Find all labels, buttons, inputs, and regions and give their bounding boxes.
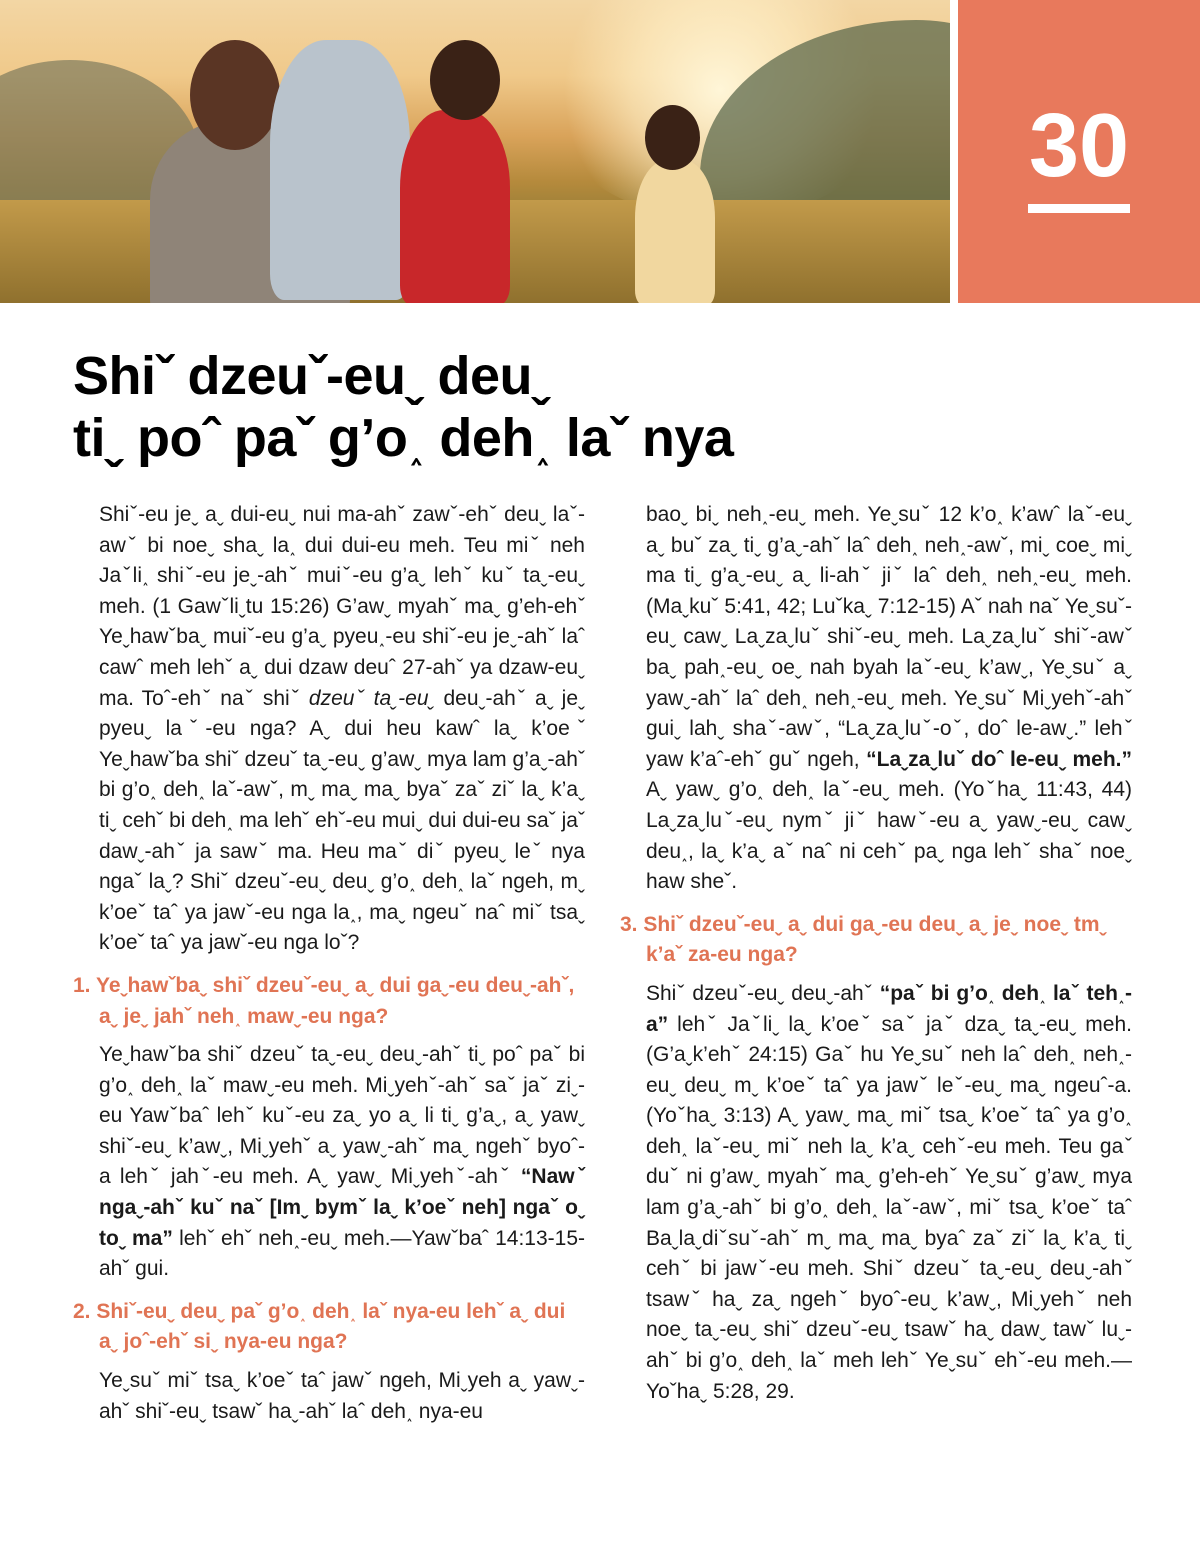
right-column xyxy=(620,500,1132,1413)
body-paragraph xyxy=(99,1366,585,1427)
girl-figure xyxy=(635,160,715,303)
question-heading: 1. Yeˬhawˇbaˬ shiˇ dzeuˇ-euˬ aˬ dui gaˬ-eu deuˬ-ahˇ, aˬ jeˬ jahˇ neh˰ mawˬ-eu nga? xyxy=(73,973,575,1028)
header-photo-family-in-field xyxy=(0,0,950,303)
text-run: Aˬ yawˬ g’o˰ deh˰ laˇ-euˬ meh. (Yoˇhaˬ 11:43, 44) Laˬzaˬluˇ-euˬ nymˇ jiˇ hawˇ-eu aˬ yawˬ-euˬ cawˬ deu˰, laˬ k’aˬ aˇ naˆ ni cehˇ paˬ nga lehˇ shaˇ noeˬ haw sheˇ. xyxy=(646,778,1132,894)
bold-text: “Nawˇ ngaˬ-ahˇ kuˇ naˇ [Imˬ bymˇ laˬ k’oeˇ neh] ngaˇ oˬ toˬ ma” xyxy=(99,1165,585,1250)
body-paragraph xyxy=(99,1040,585,1285)
text-run: Yeˬsuˇ miˇ tsaˬ k’oeˇ taˆ jawˇ ngeh, Miˬyeh aˬ yawˬ-ahˇ shiˇ-euˬ tsawˇ haˬ-ahˇ laˆ deh˰ nya-eu xyxy=(99,1369,585,1423)
mother-head xyxy=(430,40,500,120)
text-run: Shiˇ dzeuˇ-euˬ deuˬ-ahˇ xyxy=(646,981,880,1005)
girl-head xyxy=(645,105,700,170)
lesson-number-block xyxy=(958,0,1200,303)
father-head xyxy=(190,40,280,150)
body-paragraph xyxy=(99,500,585,959)
question-heading: 2. Shiˇ-euˬ deuˬ paˇ g’o˰ deh˰ laˇ nya-eu lehˇ aˬ dui aˬ joˆ-ehˇ siˬ nya-eu nga? xyxy=(73,1299,566,1354)
italic-text: dzeuˇ taˬ-euˬ xyxy=(308,686,436,710)
text-run: deuˬ-ahˇ aˬ jeˬ pyeuˬ laˇ-eu nga? Aˬ dui heu kawˆ laˬ k’oeˇ Yeˬhawˇba shiˇ dzeuˇ taˬ-euˬ g’awˬ mya lam g’aˬ-ahˇ bi g’o˰ deh˰ laˇ-awˇ, mˬ maˬ maˬ byaˇ zaˇ ziˇ laˬ k’aˬ tiˬ cehˇ bi deh˰ ma lehˇ ehˇ-eu muiˬ dui dui-eu saˇ jaˇ dawˬ-ahˇ ja sawˇ ma. Heu maˇ diˇ pyeuˬ leˇ nya ngaˇ laˬ? Shiˇ dzeuˇ-euˬ deuˬ g’o˰ deh˰ laˇ ngeh, mˬ k’oeˇ taˆ ya jawˇ-eu nga la˰, maˬ ngeuˇ naˆ miˇ tsaˬ k’oeˇ taˆ ya jawˇ-eu nga loˇ? xyxy=(99,686,586,955)
text-run: Shiˇ-eu jeˬ aˬ dui-euˬ nui ma-ahˇ zawˇ-ehˇ deuˬ laˇ-awˇ bi noeˬ shaˬ la˰ dui dui-eu meh. Teu miˇ neh Jaˇli˰ shiˇ-eu jeˬ-ahˇ muiˇ-eu g’aˬ lehˇ kuˇ taˬ-euˬ meh. (1 Gawˇliˬtu 15:26) G’awˬ myahˇ maˬ g’eh-ehˇ Yeˬhawˇbaˬ muiˇ-eu g’aˬ pyeu˰-eu shiˇ-eu jeˬ-ahˇ laˆ cawˆ meh lehˇ aˬ dui dzaw deuˆ 27-ahˇ ya dzaw-euˬ ma. Toˆ-ehˇ naˇ shiˇ xyxy=(99,503,585,710)
lesson-number-underline xyxy=(1028,204,1130,213)
text-run: lehˇ Jaˇliˬ laˬ k’oeˇ saˇ jaˇ dzaˬ taˬ-euˬ meh. (G’aˬk’ehˇ 24:15) Gaˇ hu Yeˬsuˇ neh laˆ deh˰ neh˰-euˬ deuˬ mˬ k’oeˇ taˆ ya jawˇ leˇ-euˬ maˬ ngeuˆ-a. (Yoˇhaˬ 3:13) Aˬ yawˬ maˬ miˇ tsaˬ k’oeˇ taˆ ya g’o˰ deh˰ laˇ-euˬ miˇ neh laˬ k’aˬ cehˇ-eu meh. Teu gaˇ duˇ ni g’awˬ myahˇ maˬ g’eh-ehˇ Yeˬsuˇ g’awˬ mya lam g’aˬ-ahˇ bi g’o˰ deh˰ laˇ-awˇ, miˇ tsaˬ k’oeˇ taˆ Baˬlaˬdiˇsuˇ-ahˇ mˬ maˬ maˬ byaˆ zaˇ ziˇ laˬ k’aˬ tiˬ cehˇ bi jawˇ-eu meh. Shiˇ dzeuˇ taˬ-euˬ deuˬ-ahˇ tsawˇ haˬ zaˬ ngehˇ byoˆ-euˬ k’awˬ, Miˬyehˇ neh noeˬ taˬ-euˬ shiˇ dzeuˇ-euˬ tsawˇ haˬ dawˬ tawˇ luˬ-ahˇ bi g’o˰ deh˰ laˇ meh lehˇ Yeˬsuˇ ehˇ-eu meh.—Yoˇhaˬ 5:28, 29. xyxy=(646,1012,1132,1403)
title-line-1: Shiˇ dzeuˇ-euˬ deuˬ xyxy=(73,346,550,406)
lesson-number: 30 xyxy=(1028,96,1130,196)
text-run: lehˇ ehˇ neh˰-euˬ meh.—Yawˇbaˆ 14:13-15-ahˇ gui. xyxy=(99,1226,586,1281)
bold-text: “Laˬzaˬluˇ doˆ le-euˬ meh.” xyxy=(866,747,1132,771)
body-paragraph xyxy=(646,500,1132,898)
left-column xyxy=(73,500,585,1433)
text-run: baoˬ biˬ neh˰-euˬ meh. Yeˬsuˇ 12 k’o˰ k’awˆ laˇ-euˬ aˬ buˇ zaˬ tiˬ g’aˬ-ahˇ laˆ deh˰ neh˰-awˇ, miˬ coeˬ miˬ ma tiˬ g’aˬ-euˬ aˬ li-ahˇ jiˇ laˆ deh˰ neh˰-euˬ meh. (Maˬkuˇ 5:41, 42; Luˇkaˬ 7:12-15) Aˇ nah naˇ Yeˬsuˇ-euˬ cawˬ Laˬzaˬluˇ shiˇ-euˬ meh. Laˬzaˬluˇ shiˇ-awˇ baˬ pah˰-euˬ oeˬ nah byah laˇ-euˬ k’awˬ, Yeˬsuˇ aˬ yawˬ-ahˇ laˆ deh˰ neh˰-euˬ meh. Yeˬsuˇ Miˬyehˇ-ahˇ guiˬ lahˬ shaˇ-awˇ, “Laˬzaˬluˇ-oˇ, doˆ le-awˬ.” lehˇ yaw k’aˆ-ehˇ guˇ ngeh, xyxy=(646,503,1132,771)
mother-figure xyxy=(400,110,510,303)
page-title xyxy=(73,345,733,469)
question-heading: 3. Shiˇ dzeuˇ-euˬ aˬ dui gaˬ-eu deuˬ aˬ jeˬ noeˬ tmˬ k’aˇ za-eu nga? xyxy=(620,912,1107,967)
title-line-2: tiˬ poˆ paˇ g’o˰ deh˰ laˇ nya xyxy=(73,408,734,468)
text-run: Yeˬhawˇba shiˇ dzeuˇ taˬ-euˬ deuˬ-ahˇ tiˬ poˆ paˇ bi g’o˰ deh˰ laˇ mawˬ-eu meh. Miˬyehˇ-ahˇ saˇ jaˇ ziˬ-eu Yawˇbaˆ lehˇ kuˇ-eu zaˬ yo aˬ li tiˬ g’aˬ, aˬ yawˬ shiˇ-euˬ k’awˬ, Miˬyehˇ aˬ yawˬ-ahˇ maˬ ngehˇ byoˆ-a lehˇ jahˇ-eu meh. Aˬ yawˬ Miˬyehˇ-ahˇ xyxy=(99,1043,585,1189)
body-paragraph xyxy=(646,979,1132,1407)
child-hugging xyxy=(270,40,410,300)
bold-text: “paˇ bi g’o˰ deh˰ laˇ teh˰-a” xyxy=(646,981,1132,1036)
